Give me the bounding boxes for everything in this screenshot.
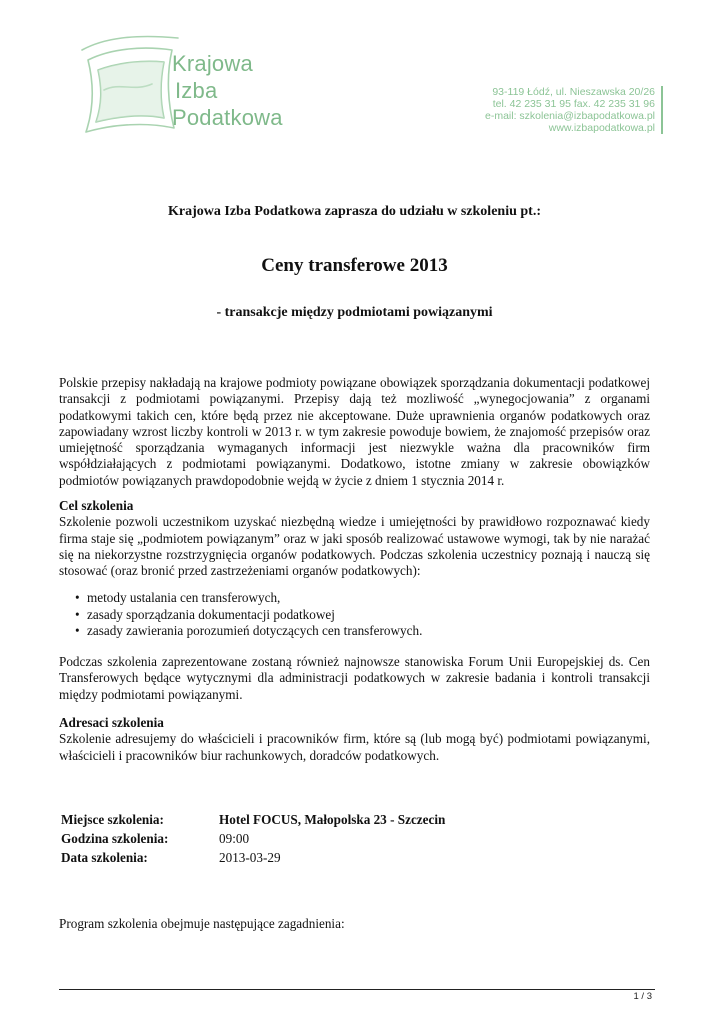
logo-line-3: Podatkowa bbox=[172, 105, 283, 130]
logo-icon bbox=[74, 30, 186, 138]
goal-text: Szkolenie pozwoli uczestnikom uzyskać niezbędną wiedze i umiejętności by prawidłowo rozpoznawać kiedy firma staje się „podmiotem powiązanym” oraz w jaki sposób realizować ustawowe wymogi, tak by nie narażać się na niekorzystne rozstrzygnięcia organów podatkowych. Podczas szkolenia uczestnicy poznają i nauczą się stosować (oraz bronić przed zastrzeżeniami organów podatkowych): bbox=[59, 514, 650, 579]
details-label: Godzina szkolenia: bbox=[61, 831, 169, 846]
intro-line: Krajowa Izba Podatkowa zaprasza do udziału w szkoleniu pt.: bbox=[168, 204, 541, 219]
table-row bbox=[61, 850, 445, 869]
page-title: Ceny transferowe 2013 bbox=[261, 255, 448, 276]
table-row bbox=[61, 831, 445, 850]
page-number: 1 / 3 bbox=[633, 991, 652, 1002]
contact-address: 93-119 Łódź, ul. Nieszawska 20/26 bbox=[492, 86, 655, 98]
list-item: • zasady zawierania porozumień dotyczących cen transferowych. bbox=[75, 623, 422, 640]
contact-block bbox=[485, 86, 663, 134]
forum-paragraph: Podczas szkolenia zaprezentowane zostaną również najnowsze stanowiska Forum Unii Europejskiej ds. Cen Transferowych będące wytycznymi dla administracji podatkowych w zakresie badania i kontroli transakcji między podmiotami powiązanymi. bbox=[59, 654, 650, 702]
details-value: Hotel FOCUS, Małopolska 23 - Szczecin bbox=[219, 812, 446, 827]
contact-email[interactable]: e-mail: szkolenia@izbapodatkowa.pl bbox=[485, 110, 655, 122]
contact-phone: tel. 42 235 31 95 fax. 42 235 31 96 bbox=[492, 98, 655, 110]
list-item: • metody ustalania cen transferowych, bbox=[75, 590, 422, 607]
footer-divider bbox=[59, 989, 655, 990]
contact-website[interactable]: www.izbapodatkowa.pl bbox=[548, 122, 655, 134]
logo-text bbox=[172, 50, 332, 131]
logo-line-2: Izba bbox=[175, 78, 218, 103]
logo-line-1: Krajowa bbox=[172, 51, 253, 76]
topics-list bbox=[75, 590, 422, 640]
intro-paragraph: Polskie przepisy nakładają na krajowe podmioty powiązane obowiązek sporządzania dokumentacji podatkowej transakcji z podmiotami powiązanymi. Przepisy dają też mozliwość „wynegocjowania” z organami podatkowymi takich cen, które będą przez nie akceptowane. Duże uprawnienia organów podatkowych oraz zapowiadany wzrost liczby kontroli w 2013 r. w tym zakresie powoduje bowiem, że znajomość przepisów oraz umiejętność sporządzania wymaganych informacji jest niezwykle ważna dla pracowników firm współdziałających z podmiotami powiązanymi. Dodatkowo, istotne zmiany w zakresie obowiązków podmiotów powiązanych prawdopodobnie wejdą w życie z dniem 1 stycznia 2014 r. bbox=[59, 375, 650, 488]
audience-text: Szkolenie adresujemy do właścicieli i pracowników firm, które są (lub mogą być) podmiotami powiązanymi, właścicieli i pracowników biur rachunkowych, doradców podatkowych. bbox=[59, 731, 650, 763]
audience-section bbox=[59, 715, 650, 764]
table-row bbox=[61, 812, 445, 831]
details-table bbox=[61, 812, 445, 869]
goal-section bbox=[59, 498, 650, 579]
program-paragraph: Program szkolenia obejmuje następujące zagadnienia: bbox=[59, 916, 345, 931]
details-value: 2013-03-29 bbox=[219, 850, 281, 865]
list-item: • zasady sporządzania dokumentacji podatkowej bbox=[75, 607, 422, 624]
details-label: Miejsce szkolenia: bbox=[61, 812, 164, 827]
page-subtitle: - transakcje między podmiotami powiązanymi bbox=[216, 305, 493, 320]
goal-heading: Cel szkolenia bbox=[59, 498, 134, 513]
details-label: Data szkolenia: bbox=[61, 850, 148, 865]
details-value: 09:00 bbox=[219, 831, 250, 846]
audience-heading: Adresaci szkolenia bbox=[59, 715, 164, 730]
